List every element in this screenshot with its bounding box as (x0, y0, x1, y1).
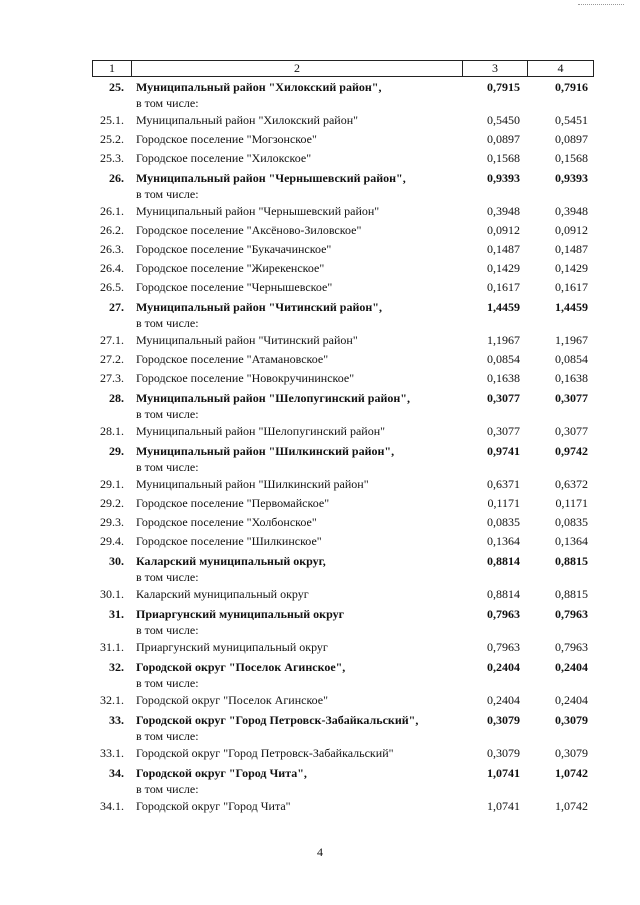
row-number: 31.1. (100, 640, 124, 654)
row-value-col3: 0,2404 (487, 660, 520, 674)
row-name (130, 585, 460, 604)
row-value-col4: 0,8815 (555, 587, 588, 601)
table-row (92, 744, 594, 763)
row-number: 28. (109, 391, 124, 405)
row-value-col4: 1,4459 (555, 300, 588, 314)
row-value-col4: 0,7916 (555, 80, 588, 94)
header-col-3: 3 (463, 61, 528, 76)
row-name (130, 475, 460, 494)
row-name (130, 494, 460, 513)
row-name (130, 443, 460, 475)
row-value-col4: 1,0742 (555, 766, 588, 780)
row-subtitle: в том числе: (136, 570, 199, 584)
row-subtitle: в том числе: (136, 623, 199, 637)
row-name (130, 606, 460, 638)
table-row (92, 202, 594, 221)
row-value-col4: 0,8815 (555, 554, 588, 568)
row-value-col3: 0,1364 (487, 534, 520, 548)
table-body (92, 79, 594, 816)
table-row (92, 221, 594, 240)
row-value-col4: 0,3079 (555, 746, 588, 760)
row-value-col4: 0,0854 (555, 352, 588, 366)
row-name (130, 130, 460, 149)
row-name-text: Муниципальный район "Читинский район" (136, 333, 358, 347)
row-value-col3: 0,3077 (487, 391, 520, 405)
row-name (130, 369, 460, 388)
row-value-col3: 0,7963 (487, 640, 520, 654)
row-value-col4: 0,3079 (555, 713, 588, 727)
row-name-text: Городской округ "Поселок Агинское" (136, 693, 329, 707)
row-value-col3: 0,6371 (487, 477, 520, 491)
row-number: 27.3. (100, 371, 124, 385)
table-row (92, 369, 594, 388)
row-value-col3: 0,5450 (487, 113, 520, 127)
row-number: 27.2. (100, 352, 124, 366)
table-row-group (92, 443, 594, 475)
row-number: 26.2. (100, 223, 124, 237)
row-name (130, 638, 460, 657)
row-name-text: Городское поселение "Хилокское" (136, 151, 312, 165)
row-number: 34. (109, 766, 124, 780)
row-name (130, 659, 460, 691)
table-row (92, 111, 594, 130)
row-value-col4: 0,3948 (555, 204, 588, 218)
row-name-text: Приаргунский муниципальный округ (136, 640, 328, 654)
row-value-col4: 0,7963 (555, 607, 588, 621)
row-number: 26.5. (100, 280, 124, 294)
row-name-text: Муниципальный район "Шелопугинский район", (136, 391, 410, 405)
table-row (92, 278, 594, 297)
row-name (130, 797, 460, 816)
row-value-col3: 0,8814 (487, 587, 520, 601)
row-value-col4: 0,3077 (555, 424, 588, 438)
table-row (92, 585, 594, 604)
header-col-2: 2 (132, 61, 463, 76)
table-row (92, 494, 594, 513)
row-value-col4: 1,1967 (555, 333, 588, 347)
row-value-col3: 0,3077 (487, 424, 520, 438)
row-value-col4: 0,0897 (555, 132, 588, 146)
row-number: 28.1. (100, 424, 124, 438)
row-name-text: Городское поселение "Атамановское" (136, 352, 329, 366)
row-value-col3: 0,1617 (487, 280, 520, 294)
row-name (130, 765, 460, 797)
row-name-text: Муниципальный район "Хилокский район" (136, 113, 359, 127)
row-value-col3: 0,3948 (487, 204, 520, 218)
row-number: 30. (109, 554, 124, 568)
row-value-col3: 0,3079 (487, 746, 520, 760)
row-number: 26.4. (100, 261, 124, 275)
table-row (92, 130, 594, 149)
row-name-text: Каларский муниципальный округ, (136, 554, 326, 568)
row-value-col3: 1,0741 (487, 799, 520, 813)
row-name (130, 513, 460, 532)
row-value-col3: 0,7915 (487, 80, 520, 94)
row-name-text: Приаргунский муниципальный округ (136, 607, 345, 621)
row-number: 25.3. (100, 151, 124, 165)
document-page (92, 60, 594, 816)
row-value-col3: 0,1487 (487, 242, 520, 256)
row-value-col3: 0,7963 (487, 607, 520, 621)
row-subtitle: в том числе: (136, 676, 199, 690)
row-value-col4: 0,1171 (555, 496, 588, 510)
row-name-text: Городское поселение "Чернышевское" (136, 280, 333, 294)
table-header (92, 60, 594, 77)
row-subtitle: в том числе: (136, 782, 199, 796)
row-name-text: Городское поселение "Холбонское" (136, 515, 317, 529)
row-number: 25. (109, 80, 124, 94)
row-number: 30.1. (100, 587, 124, 601)
table-row (92, 532, 594, 551)
table-row (92, 422, 594, 441)
row-value-col3: 0,1429 (487, 261, 520, 275)
row-name-text: Городской округ "Город Чита" (136, 799, 291, 813)
table-row (92, 149, 594, 168)
row-value-col4: 0,9742 (555, 444, 588, 458)
row-value-col4: 0,1568 (555, 151, 588, 165)
row-value-col3: 1,0741 (487, 766, 520, 780)
row-name (130, 299, 460, 331)
table-row (92, 513, 594, 532)
table-row-group (92, 712, 594, 744)
row-number: 32.1. (100, 693, 124, 707)
row-value-col4: 0,1364 (555, 534, 588, 548)
row-value-col3: 0,0854 (487, 352, 520, 366)
row-value-col3: 0,1638 (487, 371, 520, 385)
row-number: 26.3. (100, 242, 124, 256)
row-value-col3: 0,9393 (487, 171, 520, 185)
header-col-1: 1 (93, 61, 132, 76)
table-row (92, 638, 594, 657)
row-number: 29.1. (100, 477, 124, 491)
row-value-col4: 0,0835 (555, 515, 588, 529)
row-name (130, 149, 460, 168)
row-value-col4: 0,1638 (555, 371, 588, 385)
row-name-text: Муниципальный район "Чернышевский район" (136, 204, 380, 218)
table-row-group (92, 79, 594, 111)
table-row (92, 259, 594, 278)
table-row-group (92, 765, 594, 797)
row-value-col4: 0,7963 (555, 640, 588, 654)
row-name (130, 259, 460, 278)
page-number: 4 (317, 845, 323, 859)
table-row (92, 475, 594, 494)
row-number: 32. (109, 660, 124, 674)
table-row-group (92, 170, 594, 202)
table-row-group (92, 390, 594, 422)
table-row-group (92, 553, 594, 585)
row-value-col4: 0,0912 (555, 223, 588, 237)
row-name-text: Городской округ "Поселок Агинское", (136, 660, 346, 674)
row-number: 29. (109, 444, 124, 458)
row-name (130, 111, 460, 130)
row-value-col3: 0,1568 (487, 151, 520, 165)
row-name-text: Муниципальный район "Шилкинский район" (136, 477, 369, 491)
row-name (130, 221, 460, 240)
row-value-col4: 0,3077 (555, 391, 588, 405)
row-name (130, 240, 460, 259)
row-value-col3: 0,0912 (487, 223, 520, 237)
row-value-col4: 0,1487 (555, 242, 588, 256)
row-name-text: Муниципальный район "Чернышевский район", (136, 171, 406, 185)
row-name-text: Каларский муниципальный округ (136, 587, 309, 601)
row-value-col3: 0,2404 (487, 693, 520, 707)
row-name-text: Городское поселение "Новокручининское" (136, 371, 355, 385)
row-name-text: Муниципальный район "Хилокский район", (136, 80, 382, 94)
row-name (130, 422, 460, 441)
row-name-text: Городской округ "Город Чита", (136, 766, 307, 780)
row-name (130, 532, 460, 551)
table-row-group (92, 606, 594, 638)
row-number: 26.1. (100, 204, 124, 218)
row-number: 29.2. (100, 496, 124, 510)
row-number: 25.1. (100, 113, 124, 127)
row-name-text: Городской округ "Город Петровск-Забайкальский" (136, 746, 394, 760)
table-row (92, 797, 594, 816)
row-name-text: Муниципальный район "Шелопугинский район" (136, 424, 386, 438)
row-name-text: Муниципальный район "Читинский район", (136, 300, 382, 314)
row-value-col4: 0,9393 (555, 171, 588, 185)
row-number: 31. (109, 607, 124, 621)
row-name (130, 278, 460, 297)
row-value-col4: 0,2404 (555, 660, 588, 674)
row-number: 33.1. (100, 746, 124, 760)
corner-mark (578, 4, 624, 5)
row-name-text: Городское поселение "Аксёново-Зиловское" (136, 223, 362, 237)
row-value-col4: 1,0742 (555, 799, 588, 813)
row-value-col3: 1,4459 (487, 300, 520, 314)
row-name-text: Городское поселение "Могзонское" (136, 132, 317, 146)
row-subtitle: в том числе: (136, 187, 199, 201)
row-number: 27. (109, 300, 124, 314)
table-row (92, 350, 594, 369)
row-name (130, 744, 460, 763)
row-value-col4: 0,2404 (555, 693, 588, 707)
row-name-text: Муниципальный район "Шилкинский район", (136, 444, 395, 458)
row-number: 26. (109, 171, 124, 185)
row-number: 27.1. (100, 333, 124, 347)
row-name (130, 170, 460, 202)
row-name (130, 350, 460, 369)
header-col-4: 4 (557, 61, 564, 75)
table-row-group (92, 659, 594, 691)
row-name (130, 202, 460, 221)
row-name (130, 553, 460, 585)
row-name-text: Городской округ "Город Петровск-Забайкальский", (136, 713, 419, 727)
row-name (130, 712, 460, 744)
row-value-col3: 0,0835 (487, 515, 520, 529)
row-name-text: Городское поселение "Первомайское" (136, 496, 330, 510)
row-name-text: Городское поселение "Шилкинское" (136, 534, 322, 548)
row-subtitle: в том числе: (136, 460, 199, 474)
row-name (130, 691, 460, 710)
row-value-col4: 0,1429 (555, 261, 588, 275)
row-value-col4: 0,6372 (555, 477, 588, 491)
row-number: 34.1. (100, 799, 124, 813)
table-row-group (92, 299, 594, 331)
row-name (130, 390, 460, 422)
row-value-col3: 1,1967 (487, 333, 520, 347)
row-subtitle: в том числе: (136, 729, 199, 743)
row-value-col3: 0,9741 (487, 444, 520, 458)
row-subtitle: в том числе: (136, 96, 199, 110)
row-number: 29.4. (100, 534, 124, 548)
row-value-col3: 0,3079 (487, 713, 520, 727)
table-row (92, 331, 594, 350)
row-value-col3: 0,8814 (487, 554, 520, 568)
row-value-col3: 0,0897 (487, 132, 520, 146)
row-name-text: Городское поселение "Букачачинское" (136, 242, 332, 256)
table-row (92, 691, 594, 710)
row-name-text: Городское поселение "Жирекенское" (136, 261, 325, 275)
table-row (92, 240, 594, 259)
row-number: 33. (109, 713, 124, 727)
row-value-col4: 0,5451 (555, 113, 588, 127)
row-subtitle: в том числе: (136, 316, 199, 330)
row-subtitle: в том числе: (136, 407, 199, 421)
row-number: 29.3. (100, 515, 124, 529)
row-name (130, 331, 460, 350)
row-value-col3: 0,1171 (487, 496, 520, 510)
row-value-col4: 0,1617 (555, 280, 588, 294)
row-number: 25.2. (100, 132, 124, 146)
row-name (130, 79, 460, 111)
